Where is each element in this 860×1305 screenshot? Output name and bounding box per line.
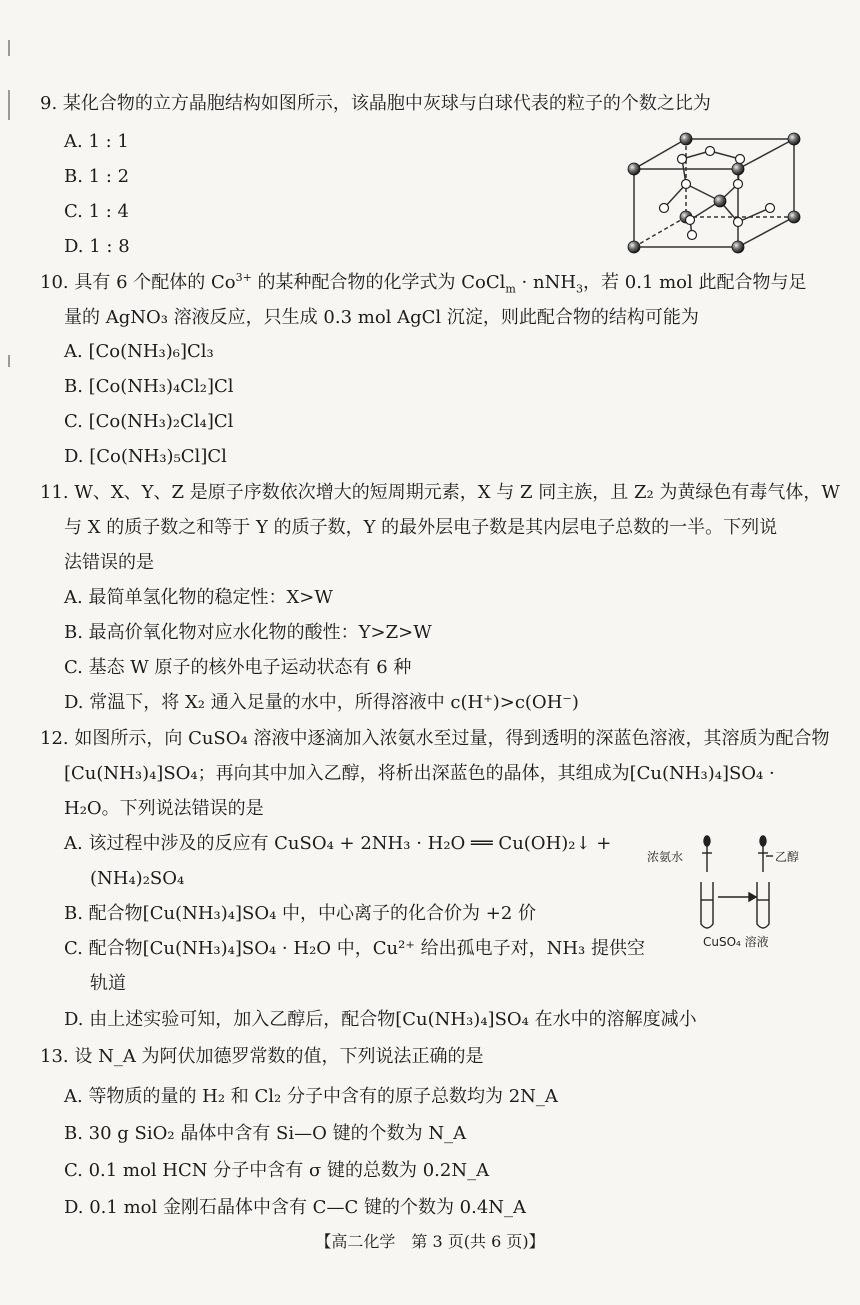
- q13-option-d: D. 0.1 mol 金刚石晶体中含有 C—C 键的个数为 0.4N_A: [64, 1197, 527, 1218]
- experiment-figure: [645, 832, 815, 957]
- page-footer: 【高二化学 第 3 页(共 6 页)】: [315, 1232, 545, 1251]
- q11-line2: 与 X 的质子数之和等于 Y 的质子数，Y 的最外层电子数是其内层电子总数的一半。下列说: [64, 517, 778, 538]
- q13-option-a: A. 等物质的量的 H₂ 和 Cl₂ 分子中含有的原子总数均为 2N_A: [64, 1086, 558, 1107]
- crystal-cell-figure: [620, 125, 810, 255]
- q12-option-c-line2: 轨道: [90, 973, 126, 994]
- q11-option-c: C. 基态 W 原子的核外电子运动状态有 6 种: [64, 657, 412, 678]
- label-cuso4-solution: CuSO₄ 溶液: [703, 935, 769, 949]
- q11-line1: 11. W、X、Y、Z 是原子序数依次增大的短周期元素，X 与 Z 同主族，且 Z₂ 为黄绿色有毒气体，W: [40, 482, 840, 503]
- q11-option-b: B. 最高价氧化物对应水化物的酸性：Y>Z>W: [64, 622, 432, 643]
- q11-line3: 法错误的是: [64, 552, 154, 573]
- q12-line2: [Cu(NH₃)₄]SO₄；再向其中加入乙醇，将析出深蓝色的晶体，其组成为[Cu(NH₃)₄]SO₄ ·: [64, 763, 775, 784]
- q10-option-a: A. [Co(NH₃)₆]Cl₃: [64, 341, 214, 362]
- q12-option-b: B. 配合物[Cu(NH₃)₄]SO₄ 中，中心离子的化合价为 +2 价: [64, 903, 537, 924]
- q9-stem: 9. 某化合物的立方晶胞结构如图所示，该晶胞中灰球与白球代表的粒子的个数之比为: [40, 93, 711, 114]
- q12-line1: 12. 如图所示，向 CuSO₄ 溶液中逐滴加入浓氨水至过量，得到透明的深蓝色溶液，其溶质为配合物: [40, 728, 830, 749]
- q9-option-d: D. 1 : 8: [64, 236, 130, 257]
- q13-option-c: C. 0.1 mol HCN 分子中含有 σ 键的总数为 0.2N_A: [64, 1160, 490, 1181]
- q12-option-a-line1: A. 该过程中涉及的反应有 CuSO₄ + 2NH₃ · H₂O ══ Cu(OH)₂↓ +: [64, 833, 612, 854]
- q13-stem: 13. 设 N_A 为阿伏加德罗常数的值，下列说法正确的是: [40, 1046, 484, 1067]
- q11-option-d: D. 常温下，将 X₂ 通入足量的水中，所得溶液中 c(H⁺)>c(OH⁻): [64, 692, 579, 713]
- scan-edge-mark: [8, 40, 10, 56]
- q12-option-d: D. 由上述实验可知，加入乙醇后，配合物[Cu(NH₃)₄]SO₄ 在水中的溶解度减小: [64, 1009, 697, 1030]
- q11-option-a: A. 最简单氢化物的稳定性：X>W: [64, 587, 333, 608]
- q10-line2: 量的 AgNO₃ 溶液反应，只生成 0.3 mol AgCl 沉淀，则此配合物的结构可能为: [64, 307, 699, 328]
- scan-edge-mark: [8, 355, 10, 367]
- label-ammonia: 浓氨水: [647, 850, 684, 864]
- q9-option-a: A. 1 : 1: [64, 131, 129, 152]
- scan-edge-mark: [8, 90, 10, 120]
- q9-option-b: B. 1 : 2: [64, 166, 130, 187]
- q12-line3: H₂O。下列说法错误的是: [64, 798, 264, 819]
- label-ethanol: 乙醇: [775, 850, 800, 864]
- q12-option-c-line1: C. 配合物[Cu(NH₃)₄]SO₄ · H₂O 中，Cu²⁺ 给出孤电子对，NH₃ 提供空: [64, 938, 645, 959]
- q10-option-d: D. [Co(NH₃)₅Cl]Cl: [64, 446, 227, 467]
- q10-line1: 10. 具有 6 个配体的 $Co^{3+}$ 的某种配合物的化学式为 CoCl$_m$ · nNH$_3$，若 0.1 mol 此配合物与足: [40, 271, 807, 296]
- q12-option-a-line2: (NH₄)₂SO₄: [90, 868, 185, 889]
- q10-option-b: B. [Co(NH₃)₄Cl₂]Cl: [64, 376, 234, 397]
- q10-option-c: C. [Co(NH₃)₂Cl₄]Cl: [64, 411, 234, 432]
- q13-option-b: B. 30 g SiO₂ 晶体中含有 Si—O 键的个数为 N_A: [64, 1123, 467, 1144]
- q9-option-c: C. 1 : 4: [64, 201, 129, 222]
